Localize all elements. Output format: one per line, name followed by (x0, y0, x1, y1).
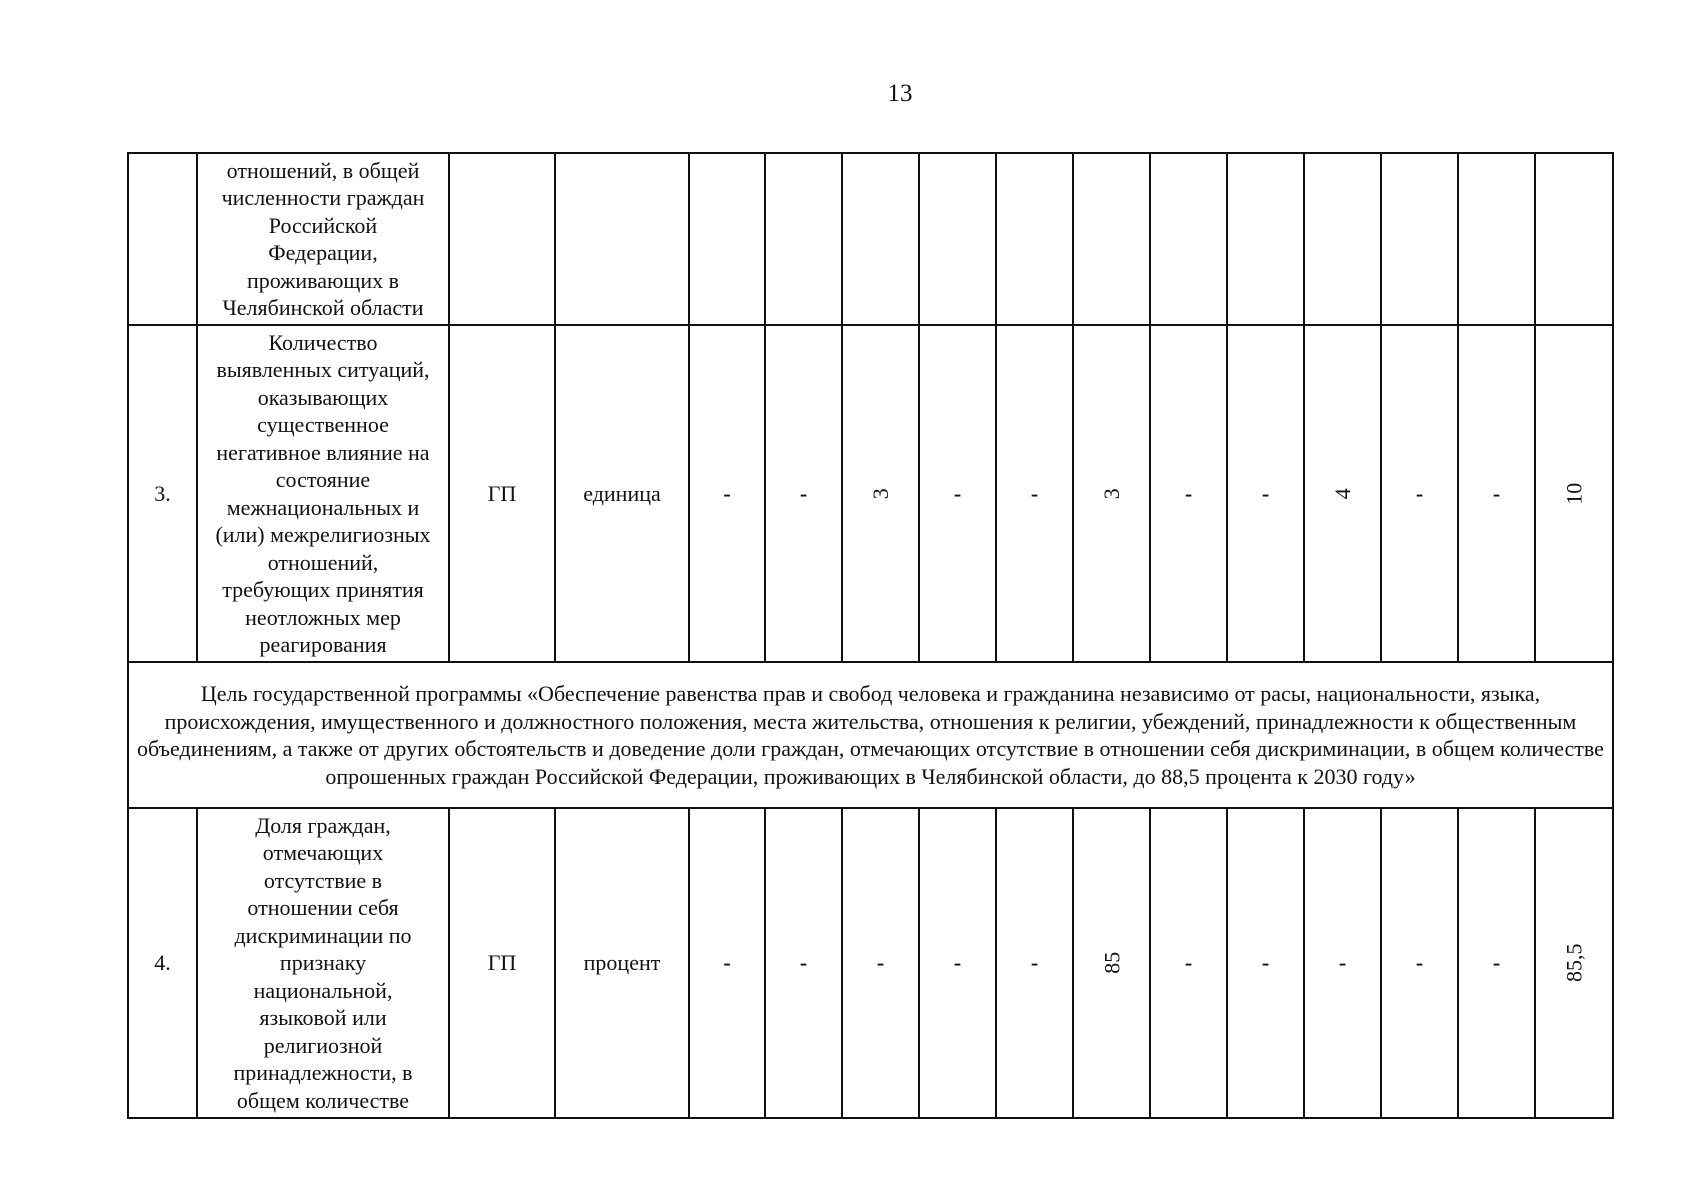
indicator-level (449, 153, 555, 325)
table-row (128, 325, 1613, 662)
value-cell: - (919, 808, 996, 1118)
indicator-name: Количество выявленных ситуаций, оказывающих существенное негативное влияние на состояние межнациональных и (или) межрелигиозных отношений, требующих принятия неотложных мер реагирования (197, 325, 449, 662)
value-cell (919, 153, 996, 325)
value-cell (996, 153, 1073, 325)
value-cell (1381, 153, 1458, 325)
value-cell (689, 153, 765, 325)
value-cell: - (689, 325, 765, 662)
row-number (128, 153, 197, 325)
value-cell: - (1381, 325, 1458, 662)
value-cell: 3 (1073, 325, 1150, 662)
value-cell (1150, 153, 1227, 325)
value-cell: 10 (1535, 325, 1613, 662)
value-cell: - (765, 325, 842, 662)
value-cell: - (765, 808, 842, 1118)
indicator-level: ГП (449, 808, 555, 1118)
value-cell (1458, 153, 1535, 325)
indicator-unit: единица (555, 325, 689, 662)
value-cell: - (1227, 808, 1304, 1118)
value-cell: 3 (842, 325, 919, 662)
program-goal-text: Цель государственной программы «Обеспечение равенства прав и свобод человека и гражданина независимо от расы, национальности, языка, происхождения, имущественного и должностного положения, места жительства, отношения к религии, убеждений, принадлежности к общественным объединениям, а также от других обстоятельств и доведение доли граждан, отмечающих отсутствие в отношении себя дискриминации, в общем количестве опрошенных граждан Российской Федерации, проживающих в Челябинской области, до 88,5 процента к 2030 году» (128, 662, 1613, 808)
value-cell: - (996, 325, 1073, 662)
indicator-level: ГП (449, 325, 555, 662)
value-cell: - (1381, 808, 1458, 1118)
indicator-unit: процент (555, 808, 689, 1118)
indicator-unit (555, 153, 689, 325)
page-number: 13 (887, 80, 913, 107)
value-cell (1227, 153, 1304, 325)
value-cell (1073, 153, 1150, 325)
value-cell (1304, 153, 1381, 325)
value-cell: - (1304, 808, 1381, 1118)
indicators-table (127, 152, 1614, 1119)
value-cell (842, 153, 919, 325)
value-cell: - (1150, 325, 1227, 662)
value-cell: 4 (1304, 325, 1381, 662)
value-cell: - (996, 808, 1073, 1118)
value-cell: 85,5 (1535, 808, 1613, 1118)
value-cell: - (919, 325, 996, 662)
table-row (128, 808, 1613, 1118)
row-number: 3. (128, 325, 197, 662)
value-cell: 85 (1073, 808, 1150, 1118)
row-number: 4. (128, 808, 197, 1118)
value-cell: - (1150, 808, 1227, 1118)
value-cell: - (842, 808, 919, 1118)
value-cell (765, 153, 842, 325)
value-cell: - (1458, 325, 1535, 662)
goal-row (128, 662, 1613, 808)
value-cell (1535, 153, 1613, 325)
table-row (128, 153, 1613, 325)
indicator-name: Доля граждан, отмечающих отсутствие в отношении себя дискриминации по признаку национальной, языковой или религиозной принадлежности, в общем количестве (197, 808, 449, 1118)
value-cell: - (1227, 325, 1304, 662)
value-cell: - (1458, 808, 1535, 1118)
indicator-name: отношений, в общей численности граждан Российской Федерации, проживающих в Челябинской области (197, 153, 449, 325)
value-cell: - (689, 808, 765, 1118)
